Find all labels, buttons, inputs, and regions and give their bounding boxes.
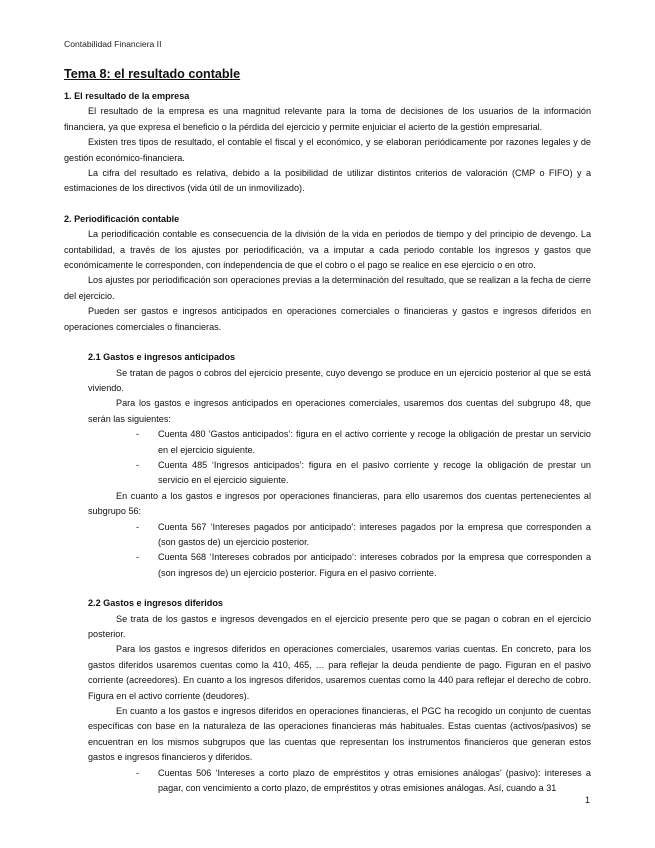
subsection-heading: 2.1 Gastos e ingresos anticipados bbox=[88, 352, 236, 363]
paragraph: En cuanto a los gastos e ingresos por operaciones financieras, para ello usaremos dos cuentas pertenecientes al subgrupo 56: bbox=[88, 490, 591, 517]
list-dash: - bbox=[136, 552, 140, 563]
list-dash: - bbox=[136, 459, 140, 470]
paragraph: En cuanto a los gastos e ingresos diferidos en operaciones financieras, el PGC ha recogido un conjunto de cuentas específicas con base en la naturaleza de las operaciones financieras más habituales. Estas cuentas (activos/pasivos) se encuentran en los mismos subgrupos que las cuentas que representan los instrumentos financieros que generan estos gastos e ingresos financieros y diferidos. bbox=[88, 706, 591, 763]
subsection-body bbox=[88, 489, 591, 520]
paragraph: Se trata de los gastos e ingresos devengados en el ejercicio presente pero que se pagan o cobran en el ejercicio posterior. bbox=[88, 613, 591, 639]
list-item-text: Cuenta 567 ‘Intereses pagados por anticipado’: intereses pagados por la empresa que corresponden a (son gastos de) un ejercicio posterior. bbox=[158, 521, 591, 547]
subsection-heading: 2.2 Gastos e ingresos diferidos bbox=[88, 598, 223, 609]
list-item bbox=[136, 427, 591, 458]
list-item-text: Cuenta 485 ‘Ingresos anticipados’: figura en el pasivo corriente y recoge la obligación de prestar un servicio en el ejercicio siguiente. bbox=[158, 459, 591, 486]
paragraph: Pueden ser gastos e ingresos anticipados en operaciones comerciales o financieras y gastos e ingresos diferidos en operaciones comerciales o financieras. bbox=[64, 306, 591, 332]
list-item-text: Cuenta 568 ‘Intereses cobrados por anticipado’: intereses cobrados por la empresa que corresponden a (son ingresos de) un ejercicio posterior. Figura en el pasivo corriente. bbox=[158, 552, 591, 578]
page-title: Tema 8: el resultado contable bbox=[64, 67, 241, 81]
paragraph: La periodificación contable es consecuencia de la división de la vida en periodos de tiempo y del principio de devengo. La contabilidad, a través de los ajustes por periodificación, va a imputar a cada periodo contable los ingresos y gastos que económicamente le corresponden, con independencia de que el cobro o el pago se realice en ese ejercicio o en otro. bbox=[64, 229, 591, 271]
paragraph: El resultado de la empresa es una magnitud relevante para la toma de decisiones de los usuarios de la información financiera, ya que expresa el beneficio o la pérdida del ejercicio y permite enjuiciar el acierto de la gestión empresarial. bbox=[64, 106, 591, 132]
list-dash: - bbox=[136, 767, 140, 778]
subsection-body bbox=[88, 612, 591, 766]
paragraph: Para los gastos e ingresos diferidos en operaciones comerciales, usaremos varias cuentas. En concreto, para los gastos diferidos usaremos cuentas como la 410, 465, … para reflejar la deuda pendiente de pago. Figuran en el pasivo corriente (acreedores). En cuanto a los ingresos diferidos, usaremos cuentas como la 440 para reflejar el derecho de cobro. Figura en el activo corriente (deudores). bbox=[88, 644, 591, 701]
running-header: Contabilidad Financiera II bbox=[64, 39, 162, 49]
list-dash: - bbox=[136, 429, 140, 440]
paragraph: Se tratan de pagos o cobros del ejercicio presente, cuyo devengo se produce en un ejercicio posterior al que se está viviendo. bbox=[88, 367, 591, 393]
paragraph: Existen tres tipos de resultado, el contable el fiscal y el económico, y se elaboran periódicamente por razones legales y de gestión económico-financiera. bbox=[64, 137, 591, 163]
list-dash: - bbox=[136, 521, 140, 532]
page-number: 1 bbox=[585, 795, 591, 805]
paragraph: Los ajustes por periodificación son operaciones previas a la determinación del resultado, que se realizan a la fecha de cierre del ejercicio. bbox=[64, 275, 591, 301]
list-item bbox=[136, 458, 591, 489]
subsection-body bbox=[88, 366, 591, 428]
list-item-text: Cuenta 480 ‘Gastos anticipados’: figura en el activo corriente y recoge la obligación de prestar un servicio en el ejercicio siguiente. bbox=[158, 429, 591, 455]
list-item bbox=[136, 520, 591, 551]
paragraph: La cifra del resultado es relativa, debido a la posibilidad de utilizar distintos criterios de valoración (CMP o FIFO) y a estimaciones de los directivos (vida útil de un inmovilizado). bbox=[64, 168, 591, 194]
list-item-text: Cuentas 506 ‘Intereses a corto plazo de empréstitos y otras emisiones análogas’ (pasivo): intereses a pagar, con vencimiento a corto plazo, de empréstitos y otras emisiones análogas. Así, cuando a 31 bbox=[158, 767, 591, 794]
section-heading: 1. El resultado de la empresa bbox=[64, 91, 190, 101]
list-item bbox=[136, 550, 591, 581]
list-item bbox=[136, 766, 591, 797]
section-heading: 2. Periodificación contable bbox=[64, 213, 180, 224]
document-body bbox=[64, 89, 591, 796]
paragraph: Para los gastos e ingresos anticipados en operaciones comerciales, usaremos dos cuentas del subgrupo 48, que serán las siguientes: bbox=[88, 398, 591, 424]
